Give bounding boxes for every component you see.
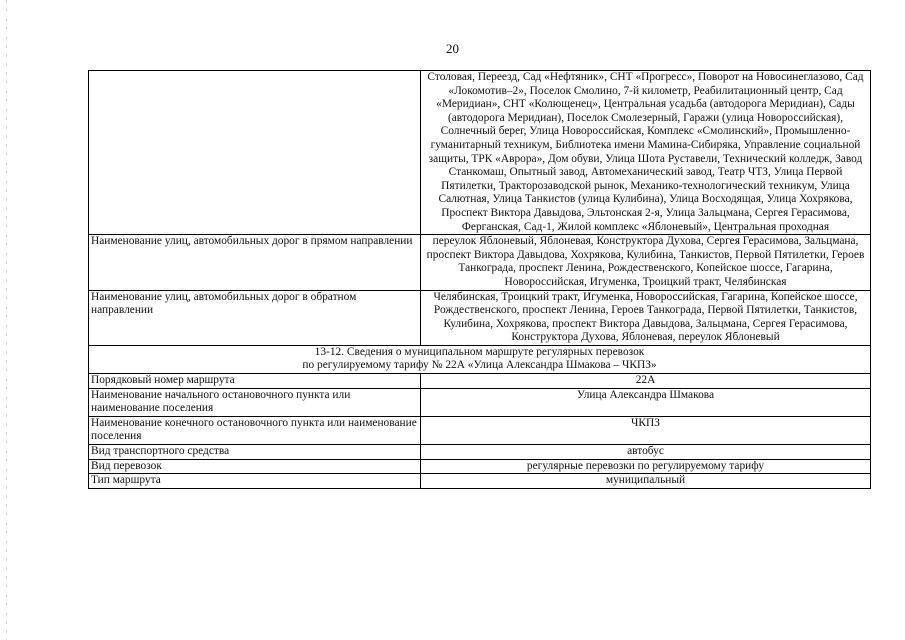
table-row-route-number [89,374,871,389]
table-row-route-type [89,474,871,489]
start-stop-label: Наименование начального остановочного пункта или наименование поселения [89,388,421,416]
empty-label-cell [89,71,421,235]
route-info-table [88,70,871,489]
stops-list-cell: Столовая, Переезд, Сад «Нефтяник», СНТ «Прогресс», Поворот на Новосинеглазово, Сад «Локомотив–2», Поселок Смолино, 7-й километр, Реабилитационный центр, Сад «Меридиан», СНТ «Колющенец», Центральная усадьба (автодорога Меридиан), Сады (автодорога Меридиан), Поселок Смолезерный, Гаражи (улица Новороссийская), Солнечный берег, Улица Новороссийская, Комплекс «Смолинский», Промышленно-гуманитарный техникум, Библиотека имени Мамина-Сибиряка, Управление социальной защиты, ТРК «Аврора», Дом обуви, Улица Шота Руставели, Технический колледж, Завод Станкомаш, Опытный завод, Автомеханический завод, Театр ЧТЗ, Улица Первой Пятилетки, Тракторозаводской рынок, Механико-технологический техникум, Улица Салютная, Улица Танкистов (улица Кулибина), Улица Восходящая, Улица Хохрякова, Проспект Виктора Давыдова, Эльтонская 2-я, Улица Зальцмана, Сергея Герасимова, Ферганская, Сад-1, Жилой комплекс «Яблоневый», Центральная проходная [421,71,871,235]
transport-kind-value: регулярные перевозки по регулируемому тарифу [421,459,871,474]
table-row-start-stop [89,388,871,416]
table-row-stops-continuation [89,71,871,235]
vehicle-type-label: Вид транспортного средства [89,445,421,460]
table-row-vehicle-type [89,445,871,460]
streets-reverse-label: Наименование улиц, автомобильных дорог в обратном направлении [89,290,421,345]
end-stop-label: Наименование конечного остановочного пункта или наименование поселения [89,416,421,444]
streets-forward-value: переулок Яблоневый, Яблоневая, Конструктора Духова, Сергея Герасимова, Зальцмана, проспект Виктора Давыдова, Хохрякова, Кулибина, Танкистов, Первой Пятилетки, Героев Танкограда, проспект Ленина, Рождественского, Копейское шоссе, Гагарина, Новороссийская, Игуменка, Троицкий тракт, Челябинская [421,235,871,290]
table-row-transport-kind [89,459,871,474]
table-row-section-heading [89,345,871,373]
section-heading-line-2: по регулируемому тарифу № 22А «Улица Александра Шмакова – ЧКПЗ» [302,359,657,372]
route-type-label: Тип маршрута [89,474,421,489]
table-row-end-stop [89,416,871,444]
route-number-value: 22А [421,374,871,389]
end-stop-value: ЧКПЗ [421,416,871,444]
table-row-streets-reverse [89,290,871,345]
route-number-label: Порядковый номер маршрута [89,374,421,389]
transport-kind-label: Вид перевозок [89,459,421,474]
page-number: 20 [446,41,459,56]
scan-edge-artifact [6,0,7,640]
section-heading [89,345,871,373]
section-heading-line-1: 13-12. Сведения о муниципальном маршруте регулярных перевозок [314,345,645,358]
streets-reverse-value: Челябинская, Троицкий тракт, Игуменка, Новороссийская, Гагарина, Копейское шоссе, Рождественского, проспект Ленина, Героев Танкограда, Первой Пятилетки, Танкистов, Кулибина, Хохрякова, проспект Виктора Давыдова, Зальцмана, Сергея Герасимова, Конструктора Духова, Яблоневая, переулок Яблоневый [421,290,871,345]
start-stop-value: Улица Александра Шмакова [421,388,871,416]
vehicle-type-value: автобус [421,445,871,460]
streets-forward-label: Наименование улиц, автомобильных дорог в прямом направлении [89,235,421,290]
route-type-value: муниципальный [421,474,871,489]
table-row-streets-forward [89,235,871,290]
